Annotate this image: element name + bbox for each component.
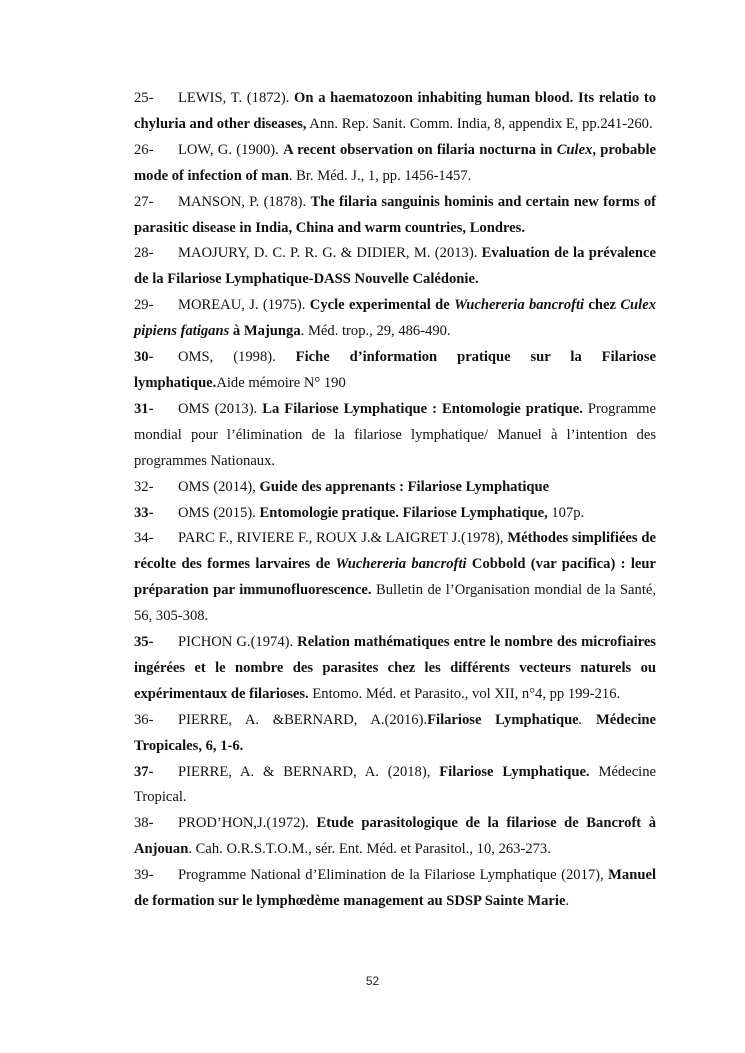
- reference-text-segment: Programme mondial pour l’élimination de la filariose lymphatique/ Manuel à l’intention des programmes Nationaux.: [134, 400, 656, 469]
- reference-text-segment: The filaria sanguinis hominis and certain new forms of parasitic disease in India, China and warm countries, Londres.: [134, 193, 657, 236]
- reference-number: 32-: [134, 478, 154, 495]
- reference-text-segment: LOW, G. (1900).: [178, 141, 284, 158]
- reference-number: 35-: [134, 634, 154, 651]
- reference-text-segment: Guide des apprenants : Filariose Lymphatique: [259, 478, 550, 495]
- page-number: 52: [365, 974, 380, 988]
- reference-text-segment: MAOJURY, D. C. P. R. G. & DIDIER, M. (2013).: [178, 245, 482, 262]
- reference-text-segment: Wuchereria bancrofti: [454, 297, 585, 314]
- reference-list: [134, 86, 656, 915]
- reference-entry: [134, 241, 656, 293]
- reference-number: 27-: [134, 193, 154, 210]
- reference-text-segment: Evaluation de la prévalence de la Filariose Lymphatique-DASS Nouvelle Calédonie.: [134, 245, 656, 288]
- reference-text-segment: Médecine Tropical.: [134, 763, 657, 806]
- reference-text-segment: PICHON G.(1974).: [178, 634, 298, 651]
- reference-text-segment: Fiche d’information pratique sur la Filariose lymphatique.: [134, 349, 656, 391]
- reference-text-segment: . Br. Méd. J., 1, pp. 1456-1457.: [288, 167, 472, 184]
- reference-entry: [134, 190, 656, 242]
- reference-text-segment: Bulletin de l’Organisation mondial de la Santé, 56, 305-308.: [134, 582, 657, 625]
- reference-entry: [134, 863, 656, 915]
- reference-text-segment: Wuchereria bancrofti: [335, 556, 467, 573]
- reference-number: 26-: [134, 141, 154, 158]
- reference-text-segment: chez: [584, 297, 621, 314]
- reference-text-segment: On a haematozoon inhabiting human blood. Its relatio to chyluria and other diseases,: [134, 90, 656, 132]
- reference-text-segment: Médecine Tropicales, 6, 1-6.: [134, 711, 657, 754]
- reference-entry: [134, 475, 656, 501]
- reference-text-segment: Entomo. Méd. et Parasito., vol XII, n°4, pp 199-216.: [308, 685, 621, 702]
- reference-text-segment: . Cah. O.R.S.T.O.M., sér. Ent. Méd. et Parasitol., 10, 263-273.: [188, 841, 551, 858]
- reference-entry: [134, 501, 656, 527]
- reference-text-segment: Culex pipiens fatigans: [134, 297, 656, 340]
- reference-text-segment: PIERRE, A. &BERNARD, A.(2016).: [178, 711, 428, 728]
- reference-entry: [134, 293, 656, 345]
- reference-text-segment: Aide mémoire N° 190: [216, 374, 346, 391]
- reference-text-segment: LEWIS, T. (1872).: [178, 90, 295, 106]
- reference-text-segment: .: [578, 711, 597, 728]
- reference-number: 30-: [134, 349, 154, 366]
- reference-number: 34-: [134, 530, 154, 547]
- reference-text-segment: La Filariose Lymphatique : Entomologie pratique.: [262, 400, 583, 417]
- reference-entry: [134, 708, 656, 760]
- reference-text-segment: Entomologie pratique. Filariose Lymphatique,: [259, 504, 548, 521]
- reference-number: 37-: [134, 763, 154, 780]
- reference-number: 33-: [134, 504, 154, 521]
- reference-text-segment: A recent observation on filaria nocturna in: [283, 141, 557, 158]
- reference-entry: [134, 811, 656, 863]
- reference-entry: [134, 345, 656, 397]
- reference-text-segment: à Majunga: [229, 323, 301, 340]
- reference-text-segment: PARC F., RIVIERE F., ROUX J.& LAIGRET J.(1978),: [178, 530, 508, 547]
- reference-text-segment: Programme National d’Elimination de la Filariose Lymphatique (2017),: [178, 867, 609, 884]
- reference-text-segment: Ann. Rep. Sanit. Comm. India, 8, appendix E, pp.241-260.: [306, 115, 653, 132]
- reference-entry: [134, 397, 656, 475]
- reference-text-segment: Filariose Lymphatique.: [439, 763, 590, 780]
- reference-text-segment: MOREAU, J. (1975).: [178, 297, 310, 314]
- reference-text-segment: Relation mathématiques entre le nombre des microfiaires ingérées et le nombre des parasites chez les différents vecteurs naturels ou expérimentaux de filarioses.: [134, 634, 656, 702]
- reference-text-segment: PROD’HON,J.(1972).: [178, 815, 317, 832]
- reference-text-segment: OMS (2015).: [178, 504, 260, 521]
- reference-number: 31-: [134, 400, 154, 417]
- reference-text-segment: 107p.: [547, 504, 585, 521]
- reference-text-segment: OMS (2013).: [178, 400, 263, 417]
- reference-text-segment: PIERRE, A. & BERNARD, A. (2018),: [178, 763, 440, 780]
- reference-text-segment: Manuel de formation sur le lymphœdème management au SDSP Sainte Marie: [134, 867, 656, 910]
- reference-text-segment: OMS (2014),: [178, 478, 260, 495]
- reference-number: 29-: [134, 297, 154, 314]
- reference-number: 39-: [134, 867, 154, 884]
- reference-text-segment: OMS, (1998).: [178, 349, 296, 366]
- reference-entry: [134, 526, 656, 630]
- reference-entry: [134, 630, 656, 708]
- reference-number: 38-: [134, 815, 154, 832]
- reference-number: 36-: [134, 711, 154, 728]
- reference-text-segment: MANSON, P. (1878).: [178, 193, 311, 210]
- reference-text-segment: , probable mode of infection of man: [134, 141, 656, 184]
- reference-entry: [134, 760, 656, 812]
- reference-text-segment: Méthodes simplifiées de récolte des formes larvaires de: [134, 530, 656, 573]
- reference-text-segment: . Méd. trop., 29, 486-490.: [300, 323, 451, 340]
- reference-text-segment: Cobbold (var pacifica) : leur préparation par immunofluorescence.: [134, 556, 656, 599]
- reference-text-segment: .: [565, 893, 570, 910]
- reference-text-segment: Culex: [556, 141, 593, 158]
- reference-entry: [134, 86, 656, 138]
- reference-text-segment: Filariose Lymphatique: [427, 711, 579, 728]
- reference-number: 28-: [134, 245, 154, 262]
- reference-text-segment: Etude parasitologique de la filariose de Bancroft à Anjouan: [134, 815, 656, 858]
- reference-number: 25-: [134, 90, 154, 106]
- reference-entry: [134, 138, 656, 190]
- reference-text-segment: Cycle experimental de: [309, 297, 455, 314]
